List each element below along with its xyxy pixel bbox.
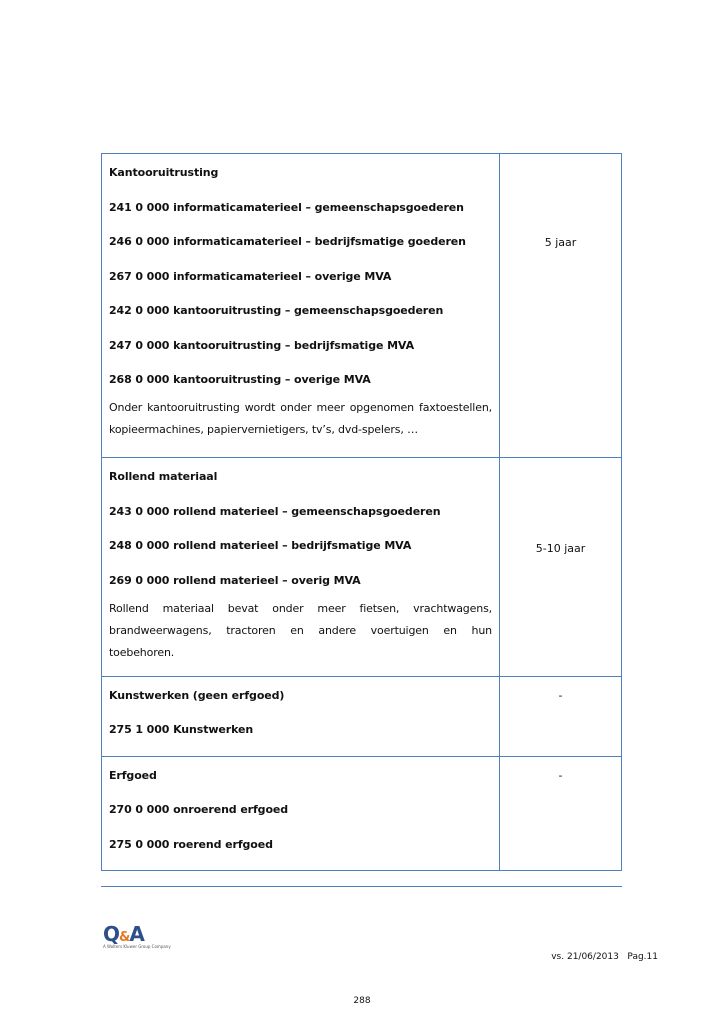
category-note: [109, 397, 492, 441]
account-line: 267 0 000 informaticamaterieel – overige MVA: [109, 269, 392, 283]
duration-value: -: [558, 688, 563, 702]
category-note: [109, 598, 492, 664]
footer-divider: [101, 886, 622, 887]
account-line: 242 0 000 kantooruitrusting – gemeenschapsgoederen: [109, 304, 444, 317]
duration-cell: [500, 756, 622, 870]
table-row-rollend-materiaal: [102, 458, 622, 677]
category-title: Erfgoed: [109, 768, 157, 782]
category-title: Kantooruitrusting: [109, 166, 219, 179]
note-line: Onder kantooruitrusting wordt onder meer opgenomen faxtoestellen,: [109, 401, 492, 414]
account-line: 275 1 000 Kunstwerken: [109, 723, 254, 736]
note-line: kopieermachines, papiervernietigers, tv’s, dvd-spelers, …: [109, 423, 418, 436]
category-title: Kunstwerken (geen erfgoed): [109, 688, 285, 702]
account-line: 246 0 000 informaticamaterieel – bedrijfsmatige goederen: [109, 235, 466, 248]
duration-value: -: [558, 768, 563, 782]
table-row-kantooruitrusting: [102, 154, 622, 458]
duration-cell: [500, 154, 622, 458]
account-line: 248 0 000 rollend materieel – bedrijfsmatige MVA: [109, 539, 412, 552]
note-line: brandweerwagens, tractoren en andere voertuigen en hun toebehoren.: [109, 623, 492, 659]
category-cell: [102, 458, 500, 677]
page-number: 288: [353, 996, 371, 1006]
duration-value: 5-10 jaar: [535, 542, 586, 555]
depreciation-table: [101, 153, 622, 871]
table-row-kunstwerken: [102, 676, 622, 756]
account-line: 268 0 000 kantooruitrusting – overige MVA: [109, 373, 371, 386]
account-line: 275 0 000 roerend erfgoed: [109, 837, 273, 851]
account-line: 270 0 000 onroerend erfgoed: [109, 803, 289, 816]
logo-tagline: A Wolters Kluwer Group Company: [103, 944, 171, 949]
account-line: 247 0 000 kantooruitrusting – bedrijfsmatige MVA: [109, 338, 414, 352]
category-cell: [102, 676, 500, 756]
note-line: Rollend materiaal bevat onder meer fietsen, vrachtwagens,: [109, 601, 492, 615]
company-logo: [103, 922, 171, 950]
logo-wordmark: Q&A: [103, 922, 144, 946]
category-title: Rollend materiaal: [109, 470, 218, 483]
account-line: 241 0 000 informaticamaterieel – gemeenschapsgoederen: [109, 200, 464, 214]
duration-cell: [500, 676, 622, 756]
category-cell: [102, 756, 500, 870]
duration-value: 5 jaar: [544, 236, 577, 249]
duration-cell: [500, 458, 622, 677]
category-cell: [102, 154, 500, 458]
table-row-erfgoed: [102, 756, 622, 870]
account-line: 243 0 000 rollend materieel – gemeenschapsgoederen: [109, 504, 441, 518]
account-line: 269 0 000 rollend materieel – overig MVA: [109, 573, 361, 587]
version-label: vs. 21/06/2013 Pag.11: [551, 952, 658, 962]
